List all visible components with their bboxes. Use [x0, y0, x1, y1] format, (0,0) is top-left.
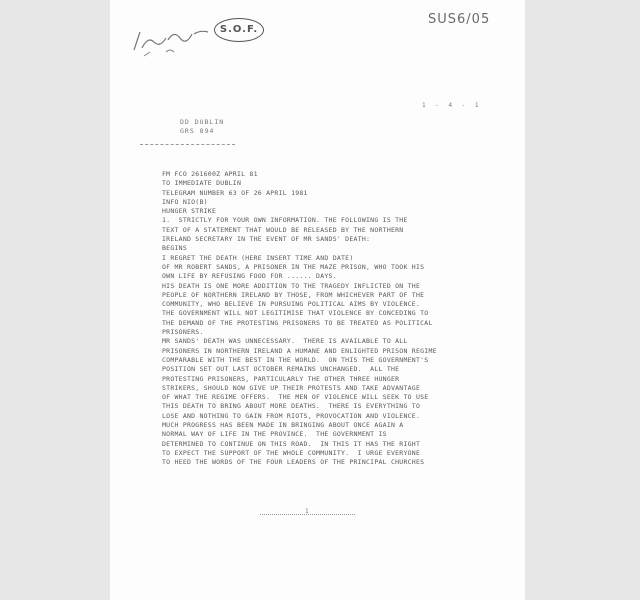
handwritten-reference: SUS6/05 [428, 12, 491, 27]
telegram-line: TO EXPECT THE SUPPORT OF THE WHOLE COMMUNITY. I URGE EVERYONE [162, 448, 421, 457]
telegram-line: THE GOVERNMENT WILL NOT LEGITIMISE THAT VIOLENCE BY CONCEDING TO [162, 309, 429, 318]
telegram-line: LOSE AND NOTHING TO GAIN FROM RIOTS, PROVOCATION AND VIOLENCE. [162, 411, 421, 420]
telegram-line: STRIKERS, SHOULD NOW GIVE UP THEIR PROTESTS AND TAKE ADVANTAGE [162, 383, 421, 392]
routing-line-2: GRS 894 [180, 127, 215, 135]
telegram-line: FM FCO 261600Z APRIL 81 [162, 170, 258, 178]
telegram-line: THIS DEATH TO BRING ABOUT MORE DEATHS. THERE IS EVERYTHING TO [162, 402, 421, 411]
telegram-line: COMMUNITY, WHO BELIEVE IN PURSUING POLITICAL AIMS BY VIOLENCE. [162, 300, 421, 309]
telegram-line: OF MR ROBERT SANDS, A PRISONER IN THE MAZE PRISON, WHO TOOK HIS [162, 262, 425, 271]
telegram-line: INFO NIO(B) [162, 197, 208, 206]
telegram-line: THE DEMAND OF THE PROTESTING PRISONERS TO BE TREATED AS POLITICAL [162, 318, 433, 327]
telegram-line: TEXT OF A STATEMENT THAT WOULD BE RELEASED BY THE NORTHERN [162, 225, 404, 234]
telegram-line: DETERMINED TO CONTINUE ON THIS ROAD. IN THIS IT HAS THE RIGHT [162, 439, 421, 448]
telegram-line: COMPARABLE WITH THE BEST IN THE WORLD. ON THIS THE GOVERNMENT'S [162, 355, 429, 364]
telegram-line: I REGRET THE DEATH (HERE INSERT TIME AND DATE) [162, 253, 354, 262]
telegram-body [162, 170, 512, 468]
telegram-line: MUCH PROGRESS HAS BEEN MADE IN BRINGING ABOUT ONCE AGAIN A [162, 421, 404, 430]
telegram-line: PROTESTING PRISONERS, PARTICULARLY THE OTHER THREE HUNGER [162, 374, 400, 383]
telegram-line: POSITION SET OUT LAST OCTOBER REMAINS UNCHANGED. ALL THE [162, 365, 400, 374]
telegram-line: HIS DEATH IS ONE MORE ADDITION TO THE TRAGEDY INFLICTED ON THE [162, 281, 421, 290]
telegram-line: TELEGRAM NUMBER 63 OF 26 APRIL 1981 [162, 188, 308, 197]
telegram-line: TO HEED THE WORDS OF THE FOUR LEADERS OF THE PRINCIPAL CHURCHES [162, 458, 425, 467]
page-number: 1 - 4 - 1 [422, 102, 482, 109]
footer-divider [260, 514, 355, 516]
telegram-line: BEGINS [162, 244, 187, 253]
telegram-line: IRELAND SECRETARY IN THE EVENT OF MR SANDS' DEATH: [162, 235, 371, 244]
telegram-line: PEOPLE OF NORTHERN IRELAND BY THOSE, FROM WHICHEVER PART OF THE [162, 290, 425, 299]
telegram-line: MR SANDS' DEATH WAS UNNECESSARY. THERE IS AVAILABLE TO ALL [162, 337, 408, 346]
telegram-line: 1. STRICTLY FOR YOUR OWN INFORMATION. THE FOLLOWING IS THE [162, 216, 408, 225]
office-stamp: S.O.F. [214, 18, 264, 42]
document-page [110, 0, 525, 600]
telegram-line: HUNGER STRIKE [162, 207, 217, 216]
routing-header [180, 118, 224, 136]
telegram-line: PRISONERS. [162, 328, 204, 337]
handwritten-annotation-scribble [130, 12, 215, 62]
routing-line-1: DD DUBLIN [180, 118, 225, 126]
telegram-line: NORMAL WAY OF LIFE IN THE PROVINCE. THE GOVERNMENT IS [162, 430, 387, 439]
header-divider [140, 144, 235, 146]
telegram-line: OWN LIFE BY REFUSING FOOD FOR ...... DAYS. [162, 272, 337, 281]
telegram-line: TO IMMEDIATE DUBLIN [162, 179, 242, 188]
continuation-mark: 1 [305, 508, 309, 515]
telegram-line: PRISONERS IN NORTHERN IRELAND A HUMANE AND ENLIGHTED PRISON REGIME [162, 346, 437, 355]
telegram-line: OF WHAT THE REGIME OFFERS. THE MEN OF VIOLENCE WILL SEEK TO USE [162, 393, 429, 402]
